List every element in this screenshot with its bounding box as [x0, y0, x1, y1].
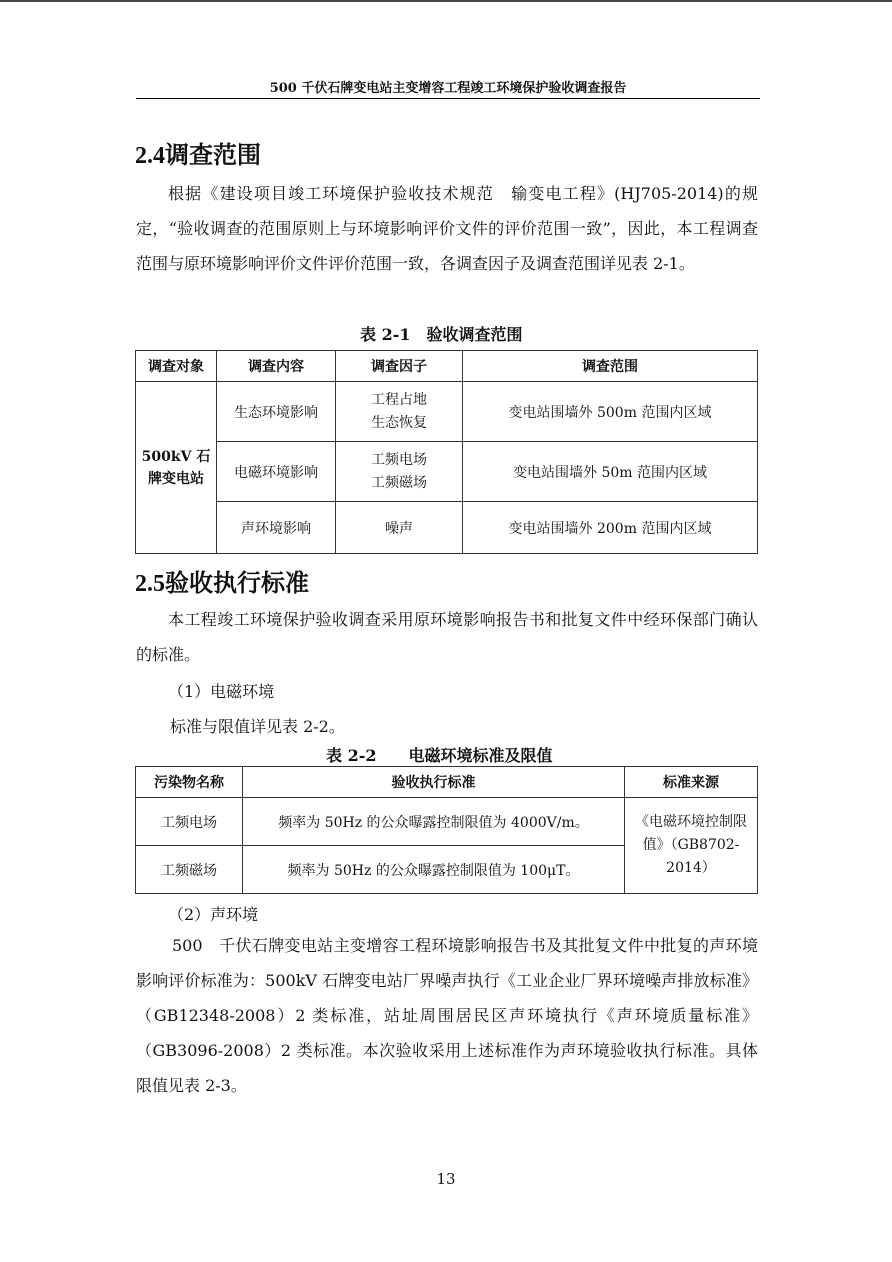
survey-object-cell: 500kV 石牌变电站	[136, 382, 217, 554]
table-2-1-caption: 表 2-1 验收调查范围	[360, 325, 523, 344]
table-row	[136, 442, 758, 502]
page-number: 13	[436, 1170, 456, 1188]
table-2-2	[135, 766, 758, 894]
pollutant-cell: 工频电场	[136, 798, 243, 846]
table-header-cell: 调查范围	[463, 351, 758, 382]
table-2-2-caption: 表 2-2 电磁环境标准及限值	[326, 746, 553, 765]
table-row	[136, 798, 758, 846]
range-cell: 变电站围墙外 200m 范围内区域	[463, 502, 758, 554]
header-rule	[136, 98, 760, 99]
table-header-cell: 调查对象	[136, 351, 217, 382]
standard-cell: 频率为 50Hz 的公众曝露控制限值为 100μT。	[243, 846, 625, 894]
section-heading-2-4: 2.4调查范围	[135, 143, 261, 169]
table-2-1	[135, 350, 758, 554]
section-2-4-paragraph: 根据《建设项目竣工环境保护验收技术规范 输变电工程》(HJ705-2014)的规定，“验收调查的范围原则上与环境影响评价文件的评价范围一致”，因此，本工程调查范围与原环境影响评价文件评价范围一致，各调查因子及调查范围详见表 2-1。	[136, 184, 758, 273]
factor-cell	[336, 442, 463, 502]
pollutant-cell: 工频磁场	[136, 846, 243, 894]
standard-cell: 频率为 50Hz 的公众曝露控制限值为 4000V/m。	[243, 798, 625, 846]
content-cell: 电磁环境影响	[217, 442, 336, 502]
range-cell: 变电站围墙外 50m 范围内区域	[463, 442, 758, 502]
section-heading-2-5: 2.5验收执行标准	[135, 571, 309, 597]
section-2-5-paragraph-2: 500 千伏石牌变电站主变增容工程环境影响报告书及其批复文件中批复的声环境影响评价标准为：500kV 石牌变电站厂界噪声执行《工业企业厂界环境噪声排放标准》（GB12348-2008）2 类标准，站址周围居民区声环境执行《声环境质量标准》（GB3096-2008）2 类标准。本次验收采用上述标准作为声环境验收执行标准。具体限值见表 2-3。	[136, 936, 758, 1095]
table-header-cell: 调查内容	[217, 351, 336, 382]
item-2-heading: （2）声环境	[168, 905, 259, 924]
content-cell: 生态环境影响	[217, 382, 336, 442]
factor-line: 工程占地	[371, 391, 427, 408]
top-border	[0, 0, 892, 2]
item-1-heading: （1）电磁环境	[168, 682, 275, 701]
content-cell: 声环境影响	[217, 502, 336, 554]
source-cell: 《电磁环境控制限值》（GB8702-2014）	[625, 798, 758, 894]
table-header-cell: 标准来源	[625, 767, 758, 798]
factor-line: 生态恢复	[371, 414, 427, 431]
section-2-5-paragraph: 本工程竣工环境保护验收调查采用原环境影响报告书和批复文件中经环保部门确认的标准。	[136, 610, 758, 664]
table-header-cell: 调查因子	[336, 351, 463, 382]
table-header-cell: 污染物名称	[136, 767, 243, 798]
table-header-cell: 验收执行标准	[243, 767, 625, 798]
running-header: 500 千伏石牌变电站主变增容工程竣工环境保护验收调查报告	[269, 81, 627, 96]
factor-cell	[336, 382, 463, 442]
range-cell: 变电站围墙外 500m 范围内区域	[463, 382, 758, 442]
table-row	[136, 502, 758, 554]
table-row	[136, 382, 758, 442]
item-1-text: 标准与限值详见表 2-2。	[170, 717, 345, 736]
factor-cell: 噪声	[336, 502, 463, 554]
factor-line: 工频电场	[371, 451, 427, 468]
factor-line: 工频磁场	[371, 474, 427, 491]
